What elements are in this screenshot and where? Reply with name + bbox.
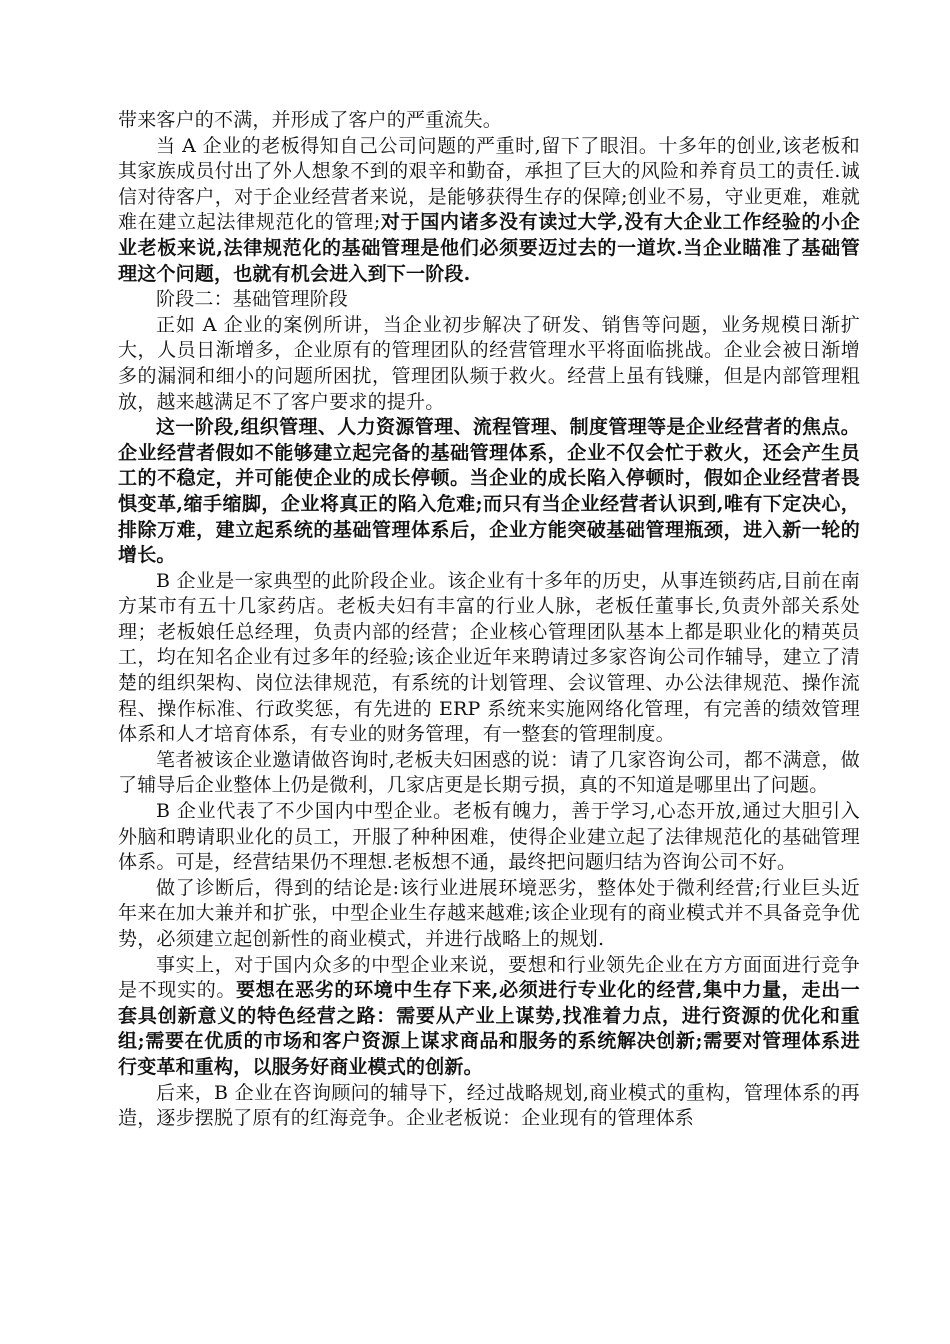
- paragraph: [118, 1081, 860, 1132]
- text-segment: 做了诊断后，得到的结论是:该行业进展环境恶劣，整体处于微利经营;行业巨头近年来在加大兼并和扩张，中型企业生存越来越难;该企业现有的商业模式并不具备竞争优势，必须建立起创新性的商业模式，并进行战略上的规划.: [118, 876, 860, 950]
- text-segment: 当 A 企业的老板得知自己公司问题的严重时,留下了眼泪。十多年的创业,该老板和其家族成员付出了外人想象不到的艰辛和勤奋，承担了巨大的风险和养育员工的责任.诚信对待客户，对于企业经营者来说，是能够获得生存的保障;创业不易，守业更难，难就难在建立起法律规范化的管理;: [118, 134, 860, 234]
- text-segment: 正如 A 企业的案例所讲，当企业初步解决了研发、销售等问题，业务规模日渐扩大，人员日渐增多，企业原有的管理团队的经营管理水平将面临挑战。企业会被日渐增多的漏洞和细小的问题所困扰，管理团队频于救火。经营上虽有钱赚，但是内部管理粗放，越来越满足不了客户要求的提升。: [118, 313, 860, 413]
- paragraph: [118, 415, 860, 569]
- document-body: [118, 108, 860, 1132]
- paragraph: [118, 748, 860, 799]
- text-segment: B 企业是一家典型的此阶段企业。该企业有十多年的历史，从事连锁药店,目前在南方某市有五十几家药店。老板夫妇有丰富的行业人脉，老板任董事长,负责外部关系处理；老板娘任总经理，负责内部的经营；企业核心管理团队基本上都是职业化的精英员工，均在知名企业有过多年的经验;该企业近年来聘请过多家咨询公司作辅导，建立了清楚的组织架构、岗位法律规范，有系统的计划管理、会议管理、办公法律规范、操作流程、操作标准、行政奖惩，有先进的 ERP 系统来实施网络化管理，有完善的绩效管理体系和人才培育体系，有专业的财务管理，有一整套的管理制度。: [118, 569, 860, 746]
- paragraph: [118, 287, 860, 313]
- paragraph: [118, 134, 860, 288]
- bold-text-segment: 这一阶段,组织管理、人力资源管理、流程管理、制度管理等是企业经营者的焦点。企业经营者假如不能够建立起完备的基础管理体系，企业不仅会忙于救火，还会产生员工的不稳定，并可能使企业的成长停顿。当企业的成长陷入停顿时，假如企业经营者畏惧变革,缩手缩脚，企业将真正的陷入危难;而只有当企业经营者认识到,唯有下定决心，排除万难，建立起系统的基础管理体系后，企业方能突破基础管理瓶颈，进入新一轮的增长。: [118, 416, 860, 567]
- paragraph: [118, 876, 860, 953]
- text-segment: 事实上，对于国内众多的中型企业来说，要想和行业领先企业在方方面面进行竞争是不现实的。: [118, 953, 860, 1002]
- text-segment: 带来客户的不满，并形成了客户的严重流失。: [118, 109, 503, 131]
- paragraph: [118, 108, 860, 134]
- bold-text-segment: 要想在恶劣的环境中生存下来,必须进行专业化的经营,集中力量，走出一套具创新意义的特色经营之路：需要从产业上谋势,找准着力点，进行资源的优化和重组;需要在优质的市场和客户资源上谋求商品和服务的系统解决创新;需要对管理体系进行变革和重构，以服务好商业模式的创新。: [118, 979, 860, 1078]
- paragraph: [118, 569, 860, 748]
- text-segment: 笔者被该企业邀请做咨询时,老板夫妇困惑的说：请了几家咨询公司，都不满意，做了辅导后企业整体上仍是微利，几家店更是长期亏损，真的不知道是哪里出了问题。: [118, 748, 860, 797]
- text-segment: 后来，B 企业在咨询顾问的辅导下，经过战略规划,商业模式的重构，管理体系的再造，逐步摆脱了原有的红海竞争。企业老板说：企业现有的管理体系: [118, 1081, 860, 1130]
- bold-text-segment: 对于国内诸多没有读过大学,没有大企业工作经验的小企业老板来说,法律规范化的基础管理是他们必须要迈过去的一道坎.当企业瞄准了基础管理这个问题，也就有机会进入到下一阶段.: [118, 211, 860, 285]
- paragraph: [118, 799, 860, 876]
- text-segment: B 企业代表了不少国内中型企业。老板有魄力，善于学习,心态开放,通过大胆引入外脑和聘请职业化的员工，开服了种种困难，使得企业建立起了法律规范化的基础管理体系。可是，经营结果仍不理想.老板想不通，最终把问题归结为咨询公司不好。: [118, 800, 860, 874]
- paragraph: [118, 313, 860, 415]
- paragraph: [118, 953, 860, 1081]
- text-segment: 阶段二：基础管理阶段: [156, 288, 349, 311]
